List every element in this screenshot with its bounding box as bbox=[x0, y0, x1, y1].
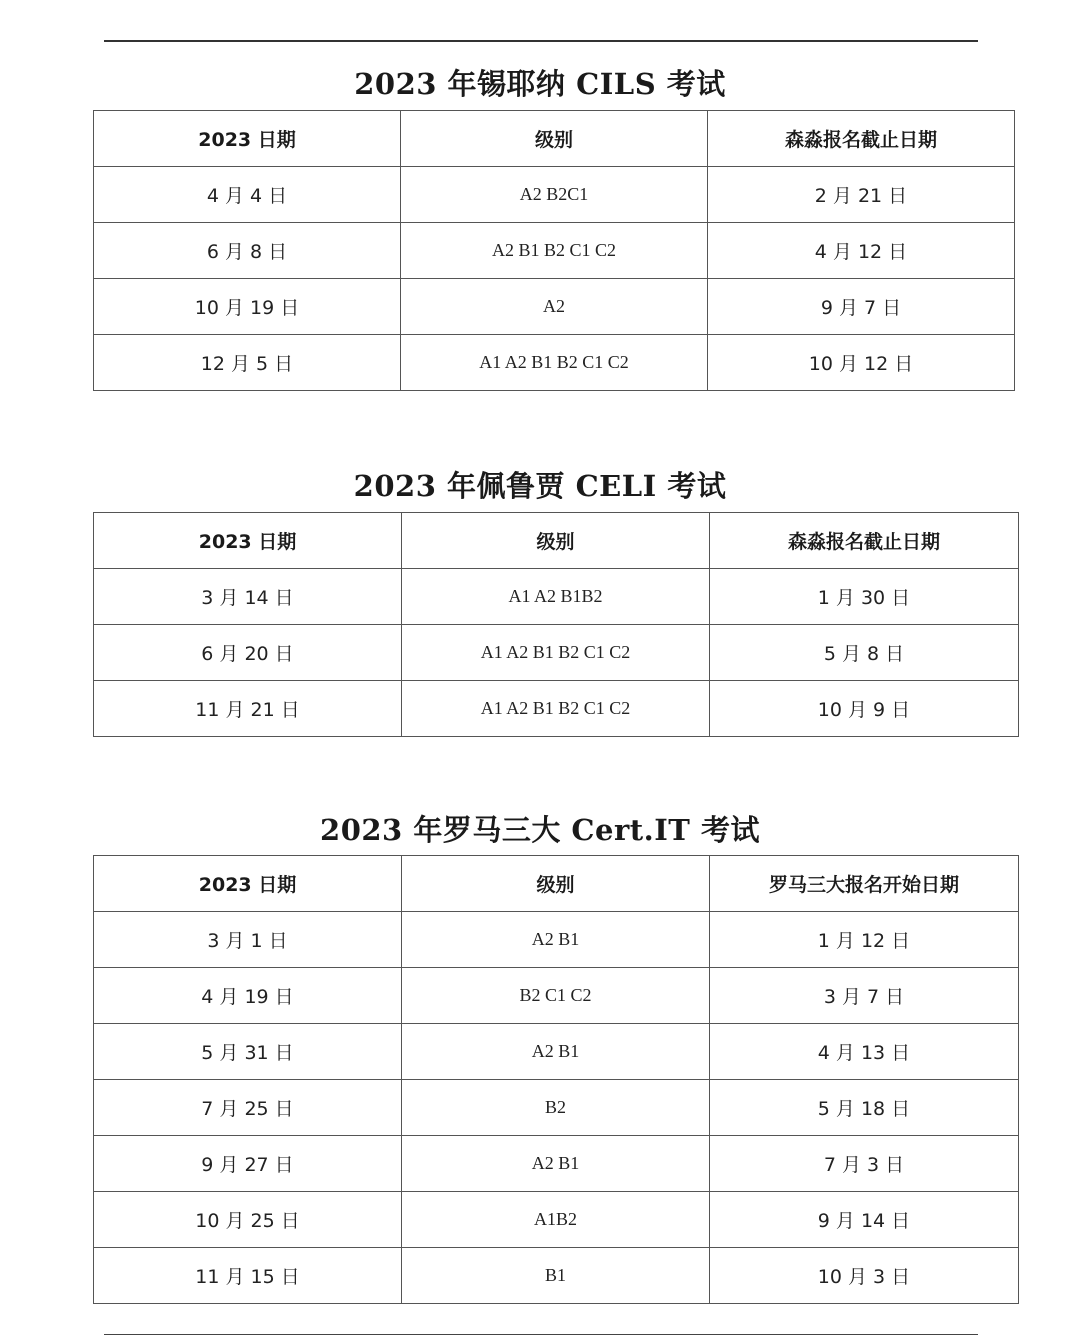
exam-level: B1 bbox=[402, 1248, 710, 1304]
exam-level: A2 B2C1 bbox=[401, 167, 708, 223]
exam-date: 12 月 5 日 bbox=[94, 335, 401, 391]
table-header-row bbox=[94, 111, 1015, 167]
celi-title: 2023 年佩鲁贾 CELI 考试 bbox=[353, 469, 727, 503]
exam-level: A1 A2 B1 B2 C1 C2 bbox=[401, 335, 708, 391]
exam-date: 11 月 15 日 bbox=[94, 1248, 402, 1304]
exam-date: 11 月 21 日 bbox=[94, 681, 402, 737]
header-level: 级别 bbox=[402, 513, 710, 569]
exam-level: A1B2 bbox=[402, 1192, 710, 1248]
table-row bbox=[94, 625, 1019, 681]
exam-date: 10 月 19 日 bbox=[94, 279, 401, 335]
table-row bbox=[94, 912, 1019, 968]
certit-title: 2023 年罗马三大 Cert.IT 考试 bbox=[320, 813, 760, 847]
registration-date: 10 月 9 日 bbox=[710, 681, 1019, 737]
table-header-row bbox=[94, 856, 1019, 912]
exam-date: 7 月 25 日 bbox=[94, 1080, 402, 1136]
exam-date: 3 月 14 日 bbox=[94, 569, 402, 625]
exam-level: A2 B1 bbox=[402, 1024, 710, 1080]
table-row bbox=[94, 968, 1019, 1024]
header-date: 2023 日期 bbox=[94, 513, 402, 569]
registration-date: 4 月 12 日 bbox=[708, 223, 1015, 279]
registration-date: 9 月 14 日 bbox=[710, 1192, 1019, 1248]
cils-title: 2023 年锡耶纳 CILS 考试 bbox=[354, 67, 726, 101]
exam-level: A1 A2 B1B2 bbox=[402, 569, 710, 625]
registration-date: 7 月 3 日 bbox=[710, 1136, 1019, 1192]
exam-date: 9 月 27 日 bbox=[94, 1136, 402, 1192]
exam-level: A2 B1 bbox=[402, 912, 710, 968]
exam-date: 4 月 19 日 bbox=[94, 968, 402, 1024]
registration-date: 10 月 12 日 bbox=[708, 335, 1015, 391]
registration-date: 5 月 8 日 bbox=[710, 625, 1019, 681]
table-row bbox=[94, 1136, 1019, 1192]
table-row bbox=[94, 1192, 1019, 1248]
header-deadline: 森淼报名截止日期 bbox=[708, 111, 1015, 167]
exam-date: 6 月 20 日 bbox=[94, 625, 402, 681]
table-row bbox=[94, 223, 1015, 279]
exam-level: A2 bbox=[401, 279, 708, 335]
exam-date: 4 月 4 日 bbox=[94, 167, 401, 223]
table-row bbox=[94, 681, 1019, 737]
exam-date: 10 月 25 日 bbox=[94, 1192, 402, 1248]
table-row bbox=[94, 335, 1015, 391]
cils-table bbox=[93, 110, 1015, 391]
exam-date: 3 月 1 日 bbox=[94, 912, 402, 968]
registration-date: 2 月 21 日 bbox=[708, 167, 1015, 223]
header-date: 2023 日期 bbox=[94, 856, 402, 912]
table-header-row bbox=[94, 513, 1019, 569]
header-deadline: 森淼报名截止日期 bbox=[710, 513, 1019, 569]
exam-level: A2 B1 B2 C1 C2 bbox=[401, 223, 708, 279]
table-row bbox=[94, 167, 1015, 223]
exam-level: A2 B1 bbox=[402, 1136, 710, 1192]
registration-date: 3 月 7 日 bbox=[710, 968, 1019, 1024]
exam-date: 6 月 8 日 bbox=[94, 223, 401, 279]
top-divider bbox=[104, 40, 978, 42]
exam-level: A1 A2 B1 B2 C1 C2 bbox=[402, 681, 710, 737]
registration-date: 4 月 13 日 bbox=[710, 1024, 1019, 1080]
certit-table bbox=[93, 855, 1019, 1304]
table-row bbox=[94, 1248, 1019, 1304]
table-row bbox=[94, 1024, 1019, 1080]
exam-level: B2 bbox=[402, 1080, 710, 1136]
table-row bbox=[94, 569, 1019, 625]
exam-level: A1 A2 B1 B2 C1 C2 bbox=[402, 625, 710, 681]
header-level: 级别 bbox=[401, 111, 708, 167]
exam-level: B2 C1 C2 bbox=[402, 968, 710, 1024]
table-row bbox=[94, 279, 1015, 335]
celi-table bbox=[93, 512, 1019, 737]
header-start-date: 罗马三大报名开始日期 bbox=[710, 856, 1019, 912]
exam-date: 5 月 31 日 bbox=[94, 1024, 402, 1080]
registration-date: 9 月 7 日 bbox=[708, 279, 1015, 335]
registration-date: 10 月 3 日 bbox=[710, 1248, 1019, 1304]
table-row bbox=[94, 1080, 1019, 1136]
registration-date: 1 月 12 日 bbox=[710, 912, 1019, 968]
header-date: 2023 日期 bbox=[94, 111, 401, 167]
registration-date: 1 月 30 日 bbox=[710, 569, 1019, 625]
header-level: 级别 bbox=[402, 856, 710, 912]
bottom-divider bbox=[104, 1334, 978, 1335]
registration-date: 5 月 18 日 bbox=[710, 1080, 1019, 1136]
